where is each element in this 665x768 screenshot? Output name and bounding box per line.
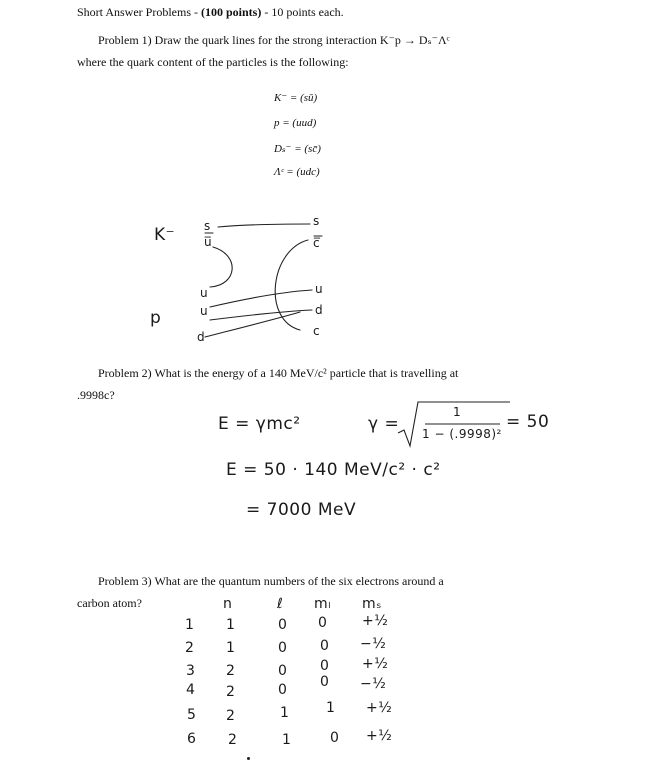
cell-l: 1 [282,732,292,748]
cell-ms: −½ [360,636,387,652]
gamma-numerator: 1 [453,405,462,419]
cell-ml: 0 [320,638,330,654]
cell-l: 0 [278,640,288,656]
problem1-prompt-line2: where the quark content of the particles is the following: [77,55,349,69]
cell-n: 2 [226,708,236,724]
quark-left-s: s [204,219,211,233]
energy-formula: E = γmc² [218,414,301,434]
header-l: ℓ [277,596,284,612]
cell-ms: +½ [362,613,389,629]
gamma-label: γ = [368,414,400,434]
quark-left-ubar: u̅ [204,235,213,249]
problem2-prompt-line2: .9998c? [77,388,115,402]
gamma-result: = 50 [506,412,550,432]
quark-left-u2: u [200,304,209,318]
cell-ms: +½ [362,656,389,672]
quark-right-c: c [313,324,321,338]
electron-index: 5 [187,707,197,723]
cell-ms: +½ [366,728,393,744]
cell-l: 0 [278,663,288,679]
cell-n: 1 [226,640,236,656]
label-kaon: K⁻ [154,225,176,245]
equation-ds-meson: Dₛ⁻ = (sc̄) [274,143,321,155]
header-suffix: - 10 points each. [261,5,344,19]
cell-n: 2 [226,684,236,700]
problem2-prompt-line1: Problem 2) What is the energy of a 140 MeV/c² particle that is travelling at [98,366,459,380]
ink-dot [247,757,250,760]
cell-n: 2 [226,663,236,679]
cell-n: 2 [228,732,238,748]
cell-ms: +½ [366,700,393,716]
quark-right-cbar: c̅ [313,236,321,250]
cell-ml: 0 [320,658,330,674]
cell-ml: 0 [320,674,330,690]
quark-left-u1: u [200,286,209,300]
cell-ms: −½ [360,676,387,692]
electron-index: 3 [186,663,196,679]
cell-ml: 0 [330,730,340,746]
energy-result: = 7000 MeV [246,500,357,520]
quark-right-u: u [315,282,324,296]
gamma-denominator: 1 − (.9998)² [422,427,502,441]
label-proton: p [150,308,162,328]
cell-ml: 1 [326,700,336,716]
equation-kaon: K⁻ = (sū) [274,92,318,104]
problem3-prompt-line2: carbon atom? [77,596,142,610]
problem1-prompt-line1: Problem 1) Draw the quark lines for the strong interaction K⁻p → Dₛ⁻Λᶜ [98,33,450,47]
quark-right-d: d [315,303,324,317]
header-points: (100 points) [201,5,262,19]
equation-proton: p = (uud) [274,117,317,129]
electron-index: 4 [186,682,196,698]
electron-index: 6 [187,731,197,747]
cell-l: 1 [280,705,290,721]
cell-n: 1 [226,617,236,633]
energy-calculation: E = 50 · 140 MeV/c² · c² [226,460,441,480]
quark-left-d: d [197,330,206,344]
cell-l: 0 [278,617,288,633]
header-prefix: Short Answer Problems - [77,5,201,19]
header-ms: mₛ [362,596,382,612]
electron-index: 1 [185,617,195,633]
cell-l: 0 [278,682,288,698]
header-ml: mₗ [314,596,331,612]
equation-lambda-c: Λᶜ = (udc) [274,166,320,178]
header-n: n [223,596,233,612]
electron-index: 2 [185,640,195,656]
problem3-prompt-line1: Problem 3) What are the quantum numbers of the six electrons around a [98,574,444,588]
cell-ml: 0 [318,615,328,631]
quark-right-s: s [313,214,320,228]
